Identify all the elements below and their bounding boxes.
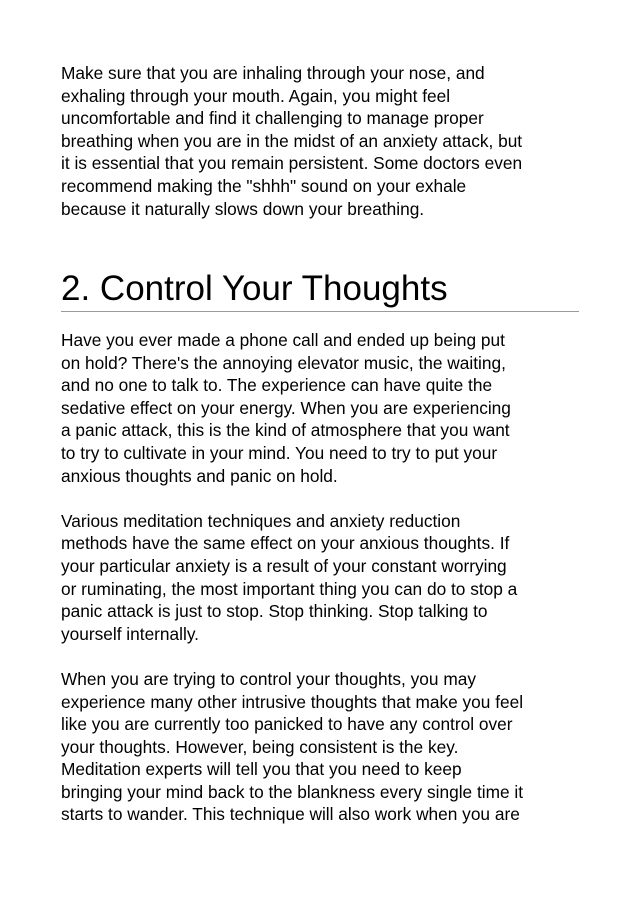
text-line: exhaling through your mouth. Again, you might feel	[61, 85, 451, 106]
section-body	[61, 329, 523, 826]
text-line: to try to cultivate in your mind. You need to try to put your	[61, 442, 498, 463]
text-line: bringing your mind back to the blankness every single time it	[61, 781, 524, 802]
text-line: your thoughts. However, being consistent is the key.	[61, 736, 459, 757]
text-line: like you are currently too panicked to have any control over	[61, 714, 513, 735]
section-heading: 2. Control Your Thoughts	[61, 269, 579, 312]
text-line: recommend making the "shhh" sound on your exhale	[61, 175, 467, 196]
text-line: Various meditation techniques and anxiety reduction	[61, 510, 461, 531]
text-line: panic attack is just to stop. Stop thinking. Stop talking to	[61, 601, 488, 622]
text-line: or ruminating, the most important thing you can do to stop a	[61, 578, 518, 599]
intro-paragraph	[61, 62, 522, 220]
text-line: Make sure that you are inhaling through your nose, and	[61, 63, 485, 83]
paragraph-gap	[61, 645, 523, 668]
text-line: breathing when you are in the midst of an anxiety attack, but	[61, 130, 523, 151]
text-line: a panic attack, this is the kind of atmosphere that you want	[61, 420, 510, 441]
text-line: experience many other intrusive thoughts that make you feel	[61, 691, 524, 712]
text-line: Have you ever made a phone call and ended up being put	[61, 330, 505, 350]
text-line: sedative effect on your energy. When you are experiencing	[61, 397, 511, 418]
text-line: yourself internally.	[61, 623, 199, 644]
section-heading-block	[61, 269, 579, 312]
text-line: uncomfortable and find it challenging to manage proper	[61, 108, 484, 129]
text-line: your particular anxiety is a result of your constant worrying	[61, 555, 507, 576]
text-line: When you are trying to control your thoughts, you may	[61, 668, 476, 689]
paragraph-1	[61, 329, 523, 487]
text-line: because it naturally slows down your breathing.	[61, 198, 425, 219]
text-line: it is essential that you remain persistent. Some doctors even	[61, 153, 523, 174]
paragraph-2	[61, 510, 523, 646]
text-line: Meditation experts will tell you that you need to keep	[61, 759, 462, 780]
text-line: methods have the same effect on your anxious thoughts. If	[61, 533, 510, 554]
text-line: and no one to talk to. The experience can have quite the	[61, 375, 493, 396]
paragraph-3	[61, 668, 523, 826]
text-line: on hold? There's the annoying elevator music, the waiting,	[61, 352, 506, 373]
text-line: starts to wander. This technique will also work when you are	[61, 804, 520, 825]
paragraph-gap	[61, 487, 523, 510]
text-line: anxious thoughts and panic on hold.	[61, 465, 338, 486]
